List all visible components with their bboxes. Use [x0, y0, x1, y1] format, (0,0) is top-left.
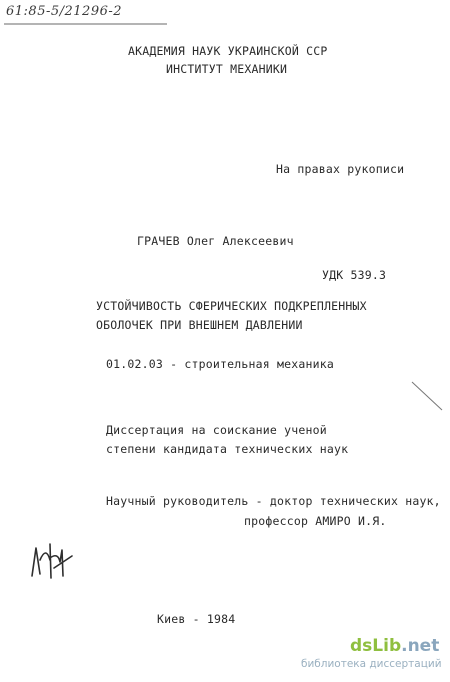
author-name: ГРАЧЕВ Олег Алексеевич — [137, 234, 294, 248]
city-year: Киев - 1984 — [157, 612, 236, 626]
udc-code: УДК 539.3 — [322, 268, 387, 282]
academy-name: АКАДЕМИЯ НАУК УКРАИНСКОЙ ССР — [128, 44, 328, 58]
watermark-brand-main: dsLib — [350, 636, 402, 656]
supervisor-line-1: Научный руководитель - доктор технических наук, — [106, 494, 441, 508]
archive-code: 61:85-5/21296-2 — [6, 4, 123, 19]
handwritten-signature — [26, 538, 78, 584]
watermark-brand — [350, 636, 439, 656]
specialty: 01.02.03 - строительная механика — [106, 357, 334, 371]
watermark-brand-tld: .net — [401, 636, 440, 656]
diagonal-pen-mark — [410, 380, 445, 415]
supervisor-line-2: профессор АМИРО И.Я. — [244, 514, 387, 528]
institute-name: ИНСТИТУТ МЕХАНИКИ — [166, 62, 288, 76]
title-line-2: ОБОЛОЧЕК ПРИ ВНЕШНЕМ ДАВЛЕНИИ — [96, 318, 303, 332]
dissertation-line-1: Диссертация на соискание ученой — [106, 423, 327, 437]
watermark-subtitle: библиотека диссертаций — [301, 658, 442, 670]
title-line-1: УСТОЙЧИВОСТЬ СФЕРИЧЕСКИХ ПОДКРЕПЛЕННЫХ — [96, 299, 367, 313]
dissertation-line-2: степени кандидата технических наук — [106, 442, 349, 456]
archive-code-underline — [4, 22, 169, 26]
manuscript-rights: На правах рукописи — [276, 162, 405, 176]
